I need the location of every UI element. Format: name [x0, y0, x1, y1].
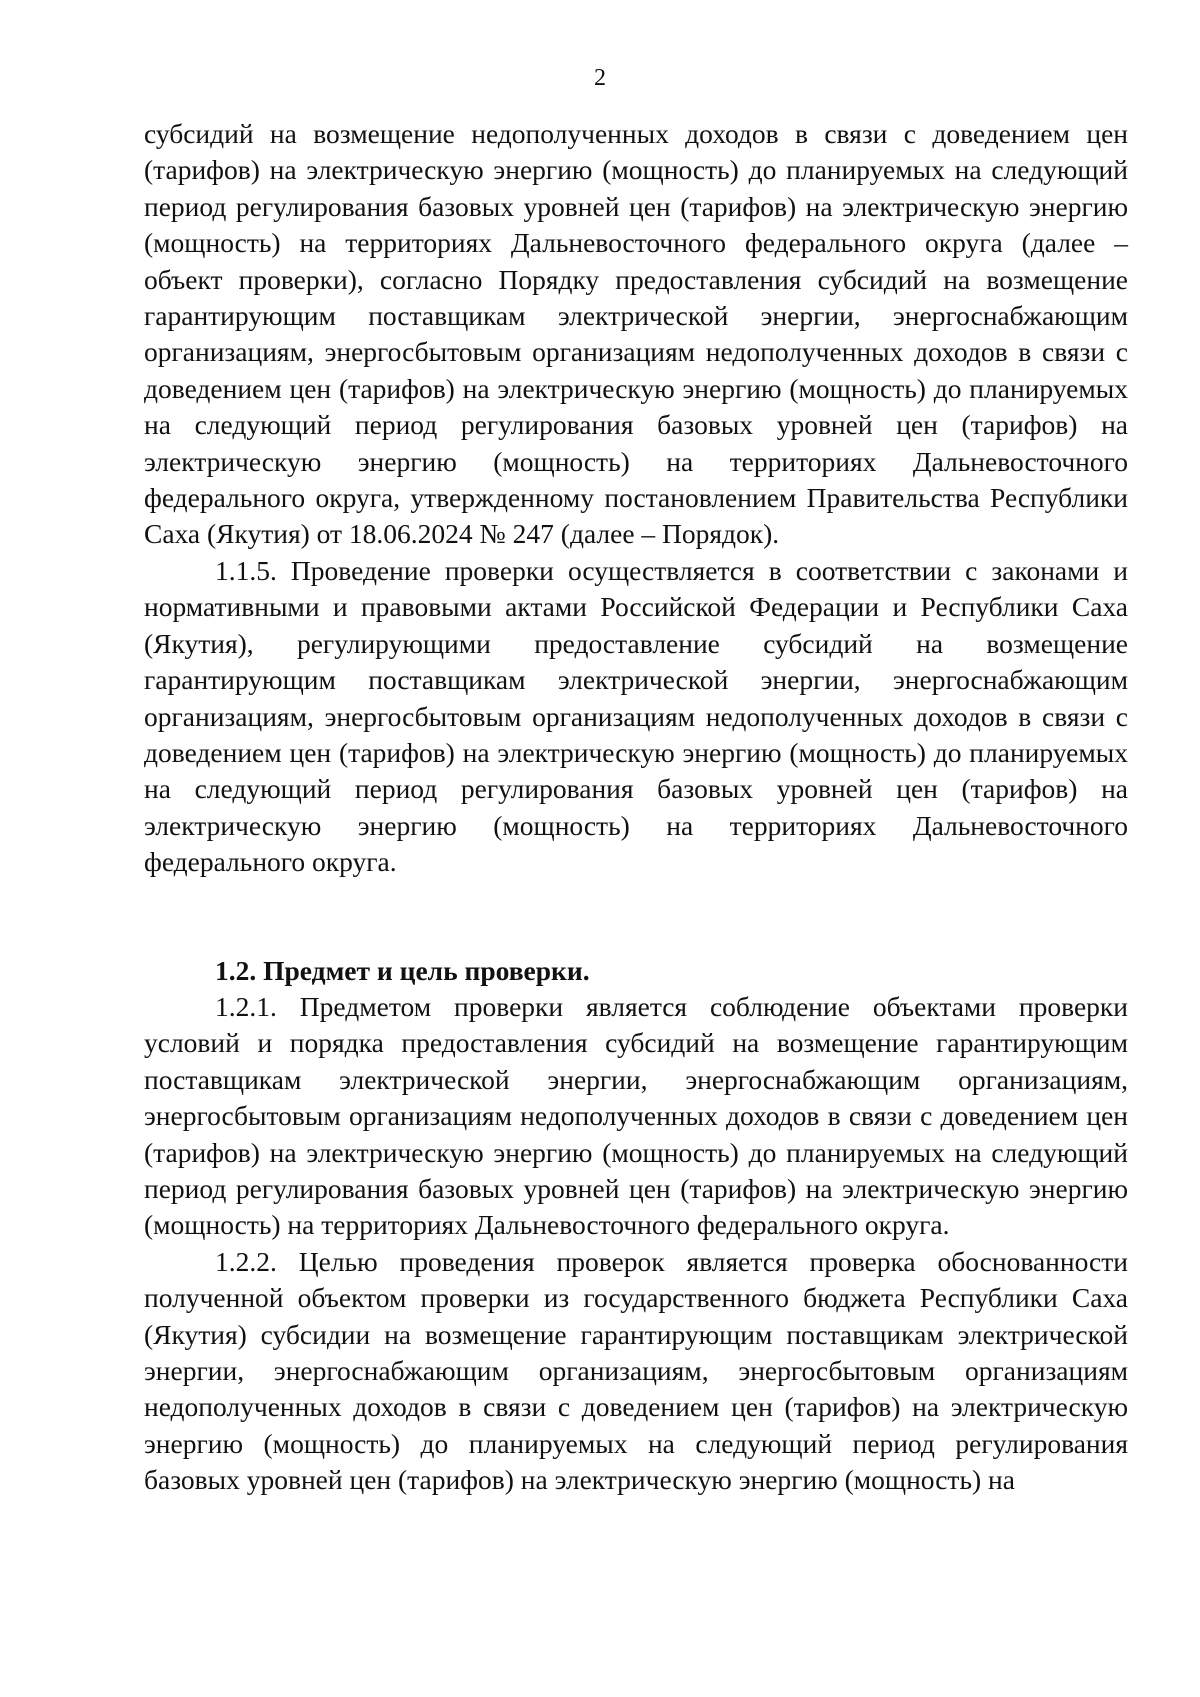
- section-heading-1-2: 1.2. Предмет и цель проверки.: [215, 954, 590, 986]
- document-body: [144, 116, 1128, 1499]
- paragraph-1-2-2: 1.2.2. Целью проведения проверок является проверка обоснованности полученной объектом проверки из государственного бюджета Республики Саха (Якутия) субсидии на возмещение гарантирующим поставщикам электрической энергии, энергоснабжающим организациям, энергосбытовым организациям недополученных доходов в связи с доведением цен (тарифов) на электрическую энергию (мощность) до планируемых на следующий период регулирования базовых уровней цен (тарифов) на электрическую энергию (мощность) на: [144, 1245, 1128, 1496]
- paragraph-1-1-5: 1.1.5. Проведение проверки осуществляется в соответствии с законами и нормативными и правовыми актами Российской Федерации и Республики Саха (Якутия), регулирующими предоставление субсидий на возмещение гарантирующим поставщикам электрической энергии, энергоснабжающим организациям, энергосбытовым организациям недополученных доходов в связи с доведением цен (тарифов) на электрическую энергию (мощность) до планируемых на следующий период регулирования базовых уровней цен (тарифов) на электрическую энергию (мощность) на территориях Дальневосточного федерального округа.: [144, 554, 1128, 878]
- page-number: 2: [594, 65, 606, 91]
- paragraph-1-2-1: 1.2.1. Предметом проверки является соблюдение объектами проверки условий и порядка предоставления субсидий на возмещение гарантирующим поставщикам электрической энергии, энергоснабжающим организациям, энергосбытовым организациям недополученных доходов в связи с доведением цен (тарифов) на электрическую энергию (мощность) до планируемых на следующий период регулирования базовых уровней цен (тарифов) на электрическую энергию (мощность) на территориях Дальневосточного федерального округа.: [144, 990, 1128, 1241]
- paragraph-continuation: субсидий на возмещение недополученных доходов в связи с доведением цен (тарифов) на электрическую энергию (мощность) до планируемых на следующий период регулирования базовых уровней цен (тарифов) на электрическую энергию (мощность) на территориях Дальневосточного федерального округа (далее – объект проверки), согласно Порядку предоставления субсидий на возмещение гарантирующим поставщикам электрической энергии, энергоснабжающим организациям, энергосбытовым организациям недополученных доходов в связи с доведением цен (тарифов) на электрическую энергию (мощность) до планируемых на следующий период регулирования базовых уровней цен (тарифов) на электрическую энергию (мощность) на территориях Дальневосточного федерального округа, утвержденному постановлением Правительства Республики Саха (Якутия) от 18.06.2024 № 247 (далее – Порядок).: [144, 118, 1128, 550]
